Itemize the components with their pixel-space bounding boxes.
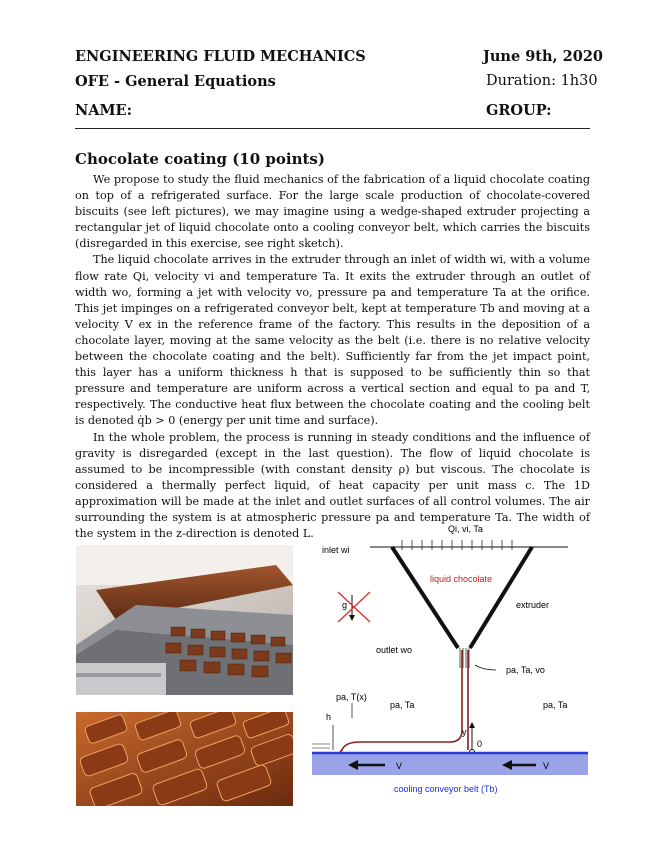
extruder-left-wall xyxy=(392,547,458,648)
paragraph-1: We propose to study the fluid mechanics of the fabrication of a liquid chocolate coating on top of a refrigerated surface. For the large scale production of chocolate-covered biscuits (see left pictures), we may imagine using a wedge-shaped extruder projecting a rectangular jet of liquid chocolate onto a cooling conveyor belt, which carries the biscuits (disregarded in this exercise, see right sketch). xyxy=(75,173,590,251)
exam-date-text: June 9th, 2020 xyxy=(483,48,604,65)
paragraph-3: In the whole problem, the process is running in steady conditions and the influence of gravity is disregarded (except in the last question). The flow of liquid chocolate is assumed to be incompressible (with constant density ρ) but viscous. The chocolate is considered a thermally perfect liquid, of heat capacity per unit mass c. The 1D approximation will be made at the inlet and outlet surfaces of all control volumes. The air surrounding the system is at atmospheric pressure pa and temperature Ta. The width of the system in the z-direction is denoted L. xyxy=(75,430,590,541)
paragraph-2: The liquid chocolate arrives in the extruder through an inlet of width wi, with a volume flow rate Qi, velocity vi and temperature Ta. It exits the extruder through an outlet of width wo, forming a jet with velocity vo, pressure pa and temperature Ta at the orifice. This jet impinges on a refrigerated conveyor belt, kept at temperature Tb and moving at a velocity V ex in the reference frame of the factory. This results in the deposition of a chocolate layer, moving at the same velocity as the belt (i.e. there is no relative velocity between the chocolate coating and the belt). Sufficiently far from the jet impact point, this layer has a uniform thickness h that is supposed to be sufficiently thin so that pressure and temperature are uniform across a vertical section and equal to pa and T, respectively. The conductive heat flux between the chocolate coating and the cooling belt is denoted q̇b > 0 (energy per unit time and surface). xyxy=(75,253,590,428)
layer-state-label: pa, T(x) xyxy=(336,692,367,702)
course-title: ENGINEERING FLUID MECHANICS xyxy=(75,48,366,65)
velocity-right-label: V xyxy=(543,761,550,771)
gravity-arrow-icon xyxy=(349,615,355,621)
outlet-label: outlet wo xyxy=(376,645,413,655)
belt-label: cooling conveyor belt (Tb) xyxy=(394,784,498,794)
velocity-left-label: V xyxy=(396,761,403,771)
problem-text xyxy=(75,172,590,542)
name-label: NAME: xyxy=(75,102,132,119)
photo-coated-biscuits xyxy=(76,712,293,806)
gravity-label: g xyxy=(342,600,348,610)
y-axis-label: y xyxy=(462,727,467,737)
air-right-label: pa, Ta xyxy=(543,700,568,710)
layer-outflow-arrows xyxy=(312,744,330,748)
origin-label: 0 xyxy=(477,739,483,749)
inlet-label: inlet wi xyxy=(322,545,350,555)
extruder-label: extruder xyxy=(516,600,550,610)
inlet-flow-arrows xyxy=(402,540,512,550)
extruder-right-wall xyxy=(470,547,532,648)
jet-state-label: pa, Ta, vo xyxy=(506,665,545,675)
exam-date xyxy=(483,48,603,65)
photo-chocolate-production xyxy=(76,545,293,695)
group-label: GROUP: xyxy=(486,102,552,119)
inlet-flow-label: Qi, vi, Ta xyxy=(448,524,483,534)
exam-subtitle: OFE - General Equations xyxy=(75,73,276,90)
h-label: h xyxy=(326,712,332,722)
section-title: Chocolate coating (10 points) xyxy=(75,150,325,168)
coating-sketch-svg xyxy=(300,520,600,810)
air-left-label: pa, Ta xyxy=(390,700,415,710)
header-divider xyxy=(75,128,590,129)
coating-sketch xyxy=(300,520,600,810)
exam-duration: Duration: 1h30 xyxy=(486,73,598,89)
liquid-chocolate-label: liquid chocolate xyxy=(430,574,493,584)
